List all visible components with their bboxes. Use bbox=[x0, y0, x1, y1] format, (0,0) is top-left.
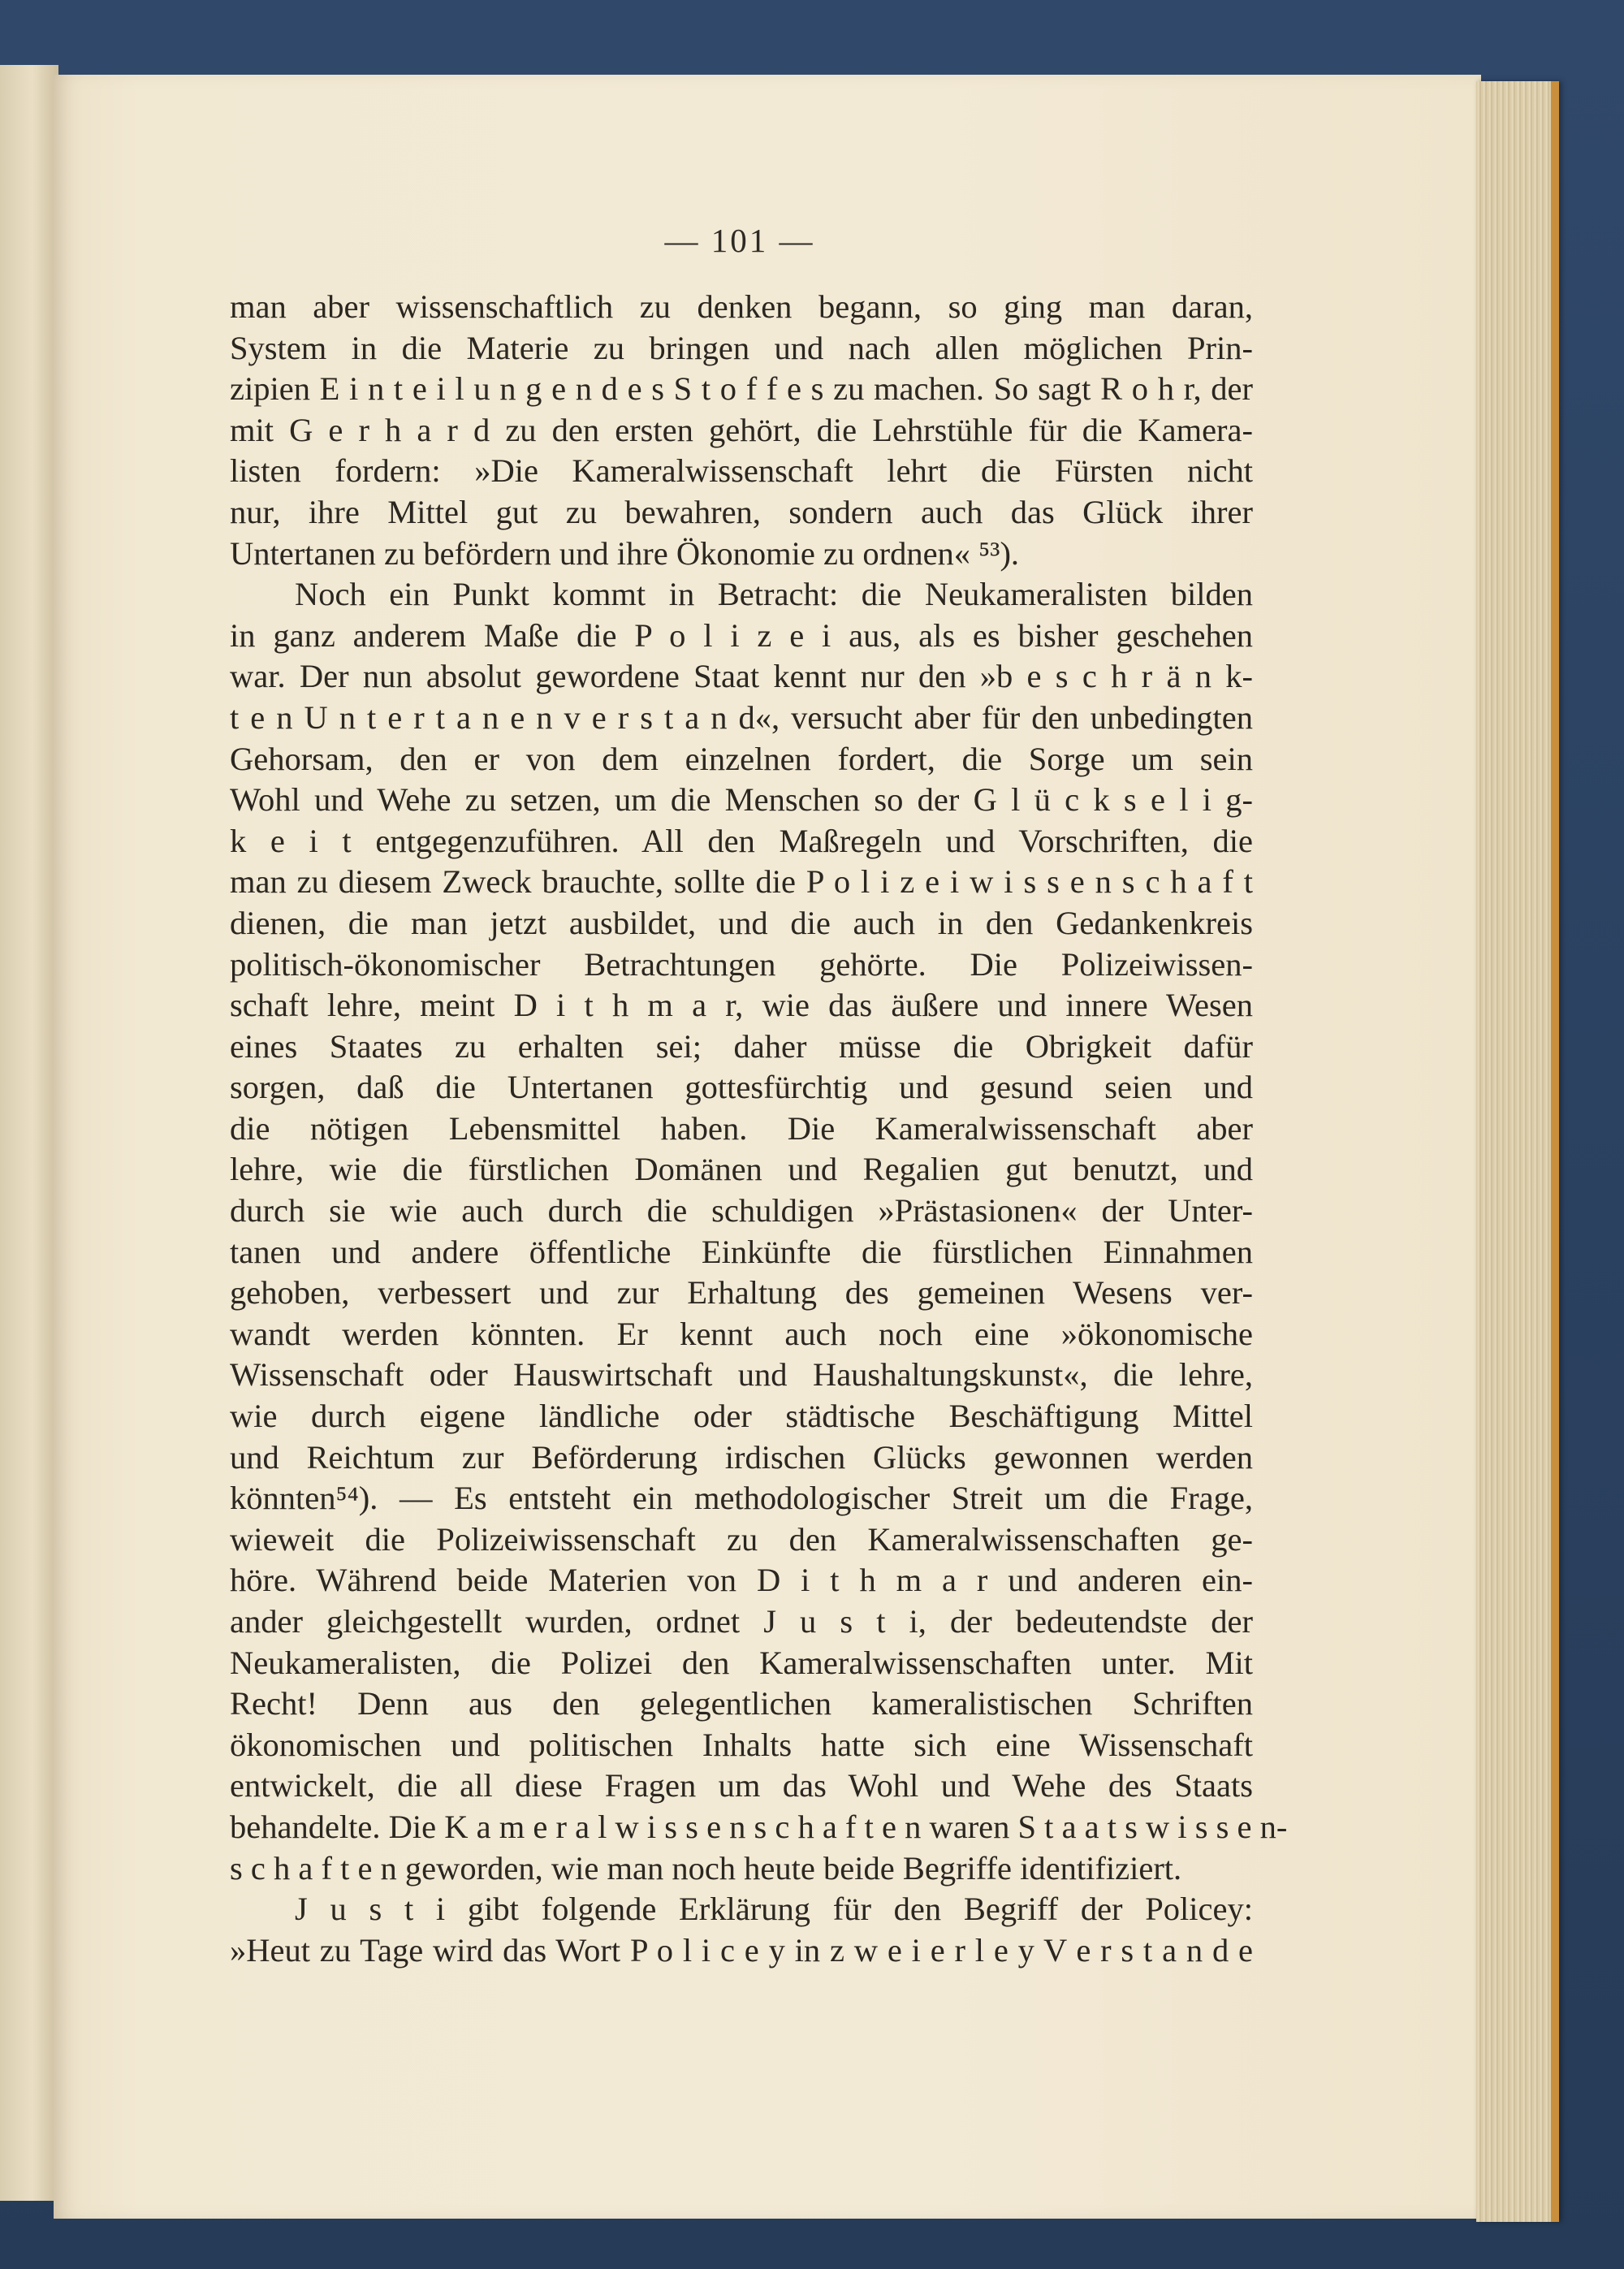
text-line: höre. Während beide Materien von D i t h m a r und anderen ein- bbox=[230, 1562, 1253, 1599]
text-line: J u s t i gibt folgende Erklärung für den Begriff der Policey: bbox=[295, 1891, 1253, 1928]
text-line: sorgen, daß die Untertanen gottesfürchtig und gesund seien und bbox=[230, 1069, 1253, 1106]
text-line: k e i t entgegenzuführen. All den Maßregeln und Vorschriften, die bbox=[230, 822, 1253, 859]
text-line: die nötigen Lebensmittel haben. Die Kameralwissenschaft aber bbox=[230, 1109, 1253, 1147]
text-line: behandelte. Die K a m e r a l w i s s e n s c h a f t e n waren S t a a t s w i s s e n- bbox=[230, 1808, 1288, 1845]
facing-page-edge bbox=[0, 65, 58, 2201]
text-line: »Heut zu Tage wird das Wort P o l i c e y in z w e i e r l e y V e r s t a n d e bbox=[230, 1931, 1253, 1969]
text-line: System in die Materie zu bringen und nach allen möglichen Prin- bbox=[230, 329, 1253, 366]
text-line: gehoben, verbessert und zur Erhaltung des gemeinen Wesens ver- bbox=[230, 1274, 1253, 1312]
text-line: wandt werden könnten. Er kennt auch noch eine »ökonomische bbox=[230, 1315, 1253, 1352]
text-line: Gehorsam, den er von dem einzelnen fordert, die Sorge um sein bbox=[230, 740, 1253, 777]
text-line: in ganz anderem Maße die P o l i z e i aus, als es bisher geschehen bbox=[230, 616, 1253, 654]
text-line: könnten⁵⁴). — Es entsteht ein methodologischer Streit um die Frage, bbox=[230, 1480, 1253, 1517]
text-line: nur, ihre Mittel gut zu bewahren, sondern auch das Glück ihrer bbox=[230, 493, 1253, 530]
text-line: durch sie wie auch durch die schuldigen »Prästasionen« der Unter- bbox=[230, 1192, 1253, 1230]
text-line: entwickelt, die all diese Fragen um das Wohl und Wehe des Staats bbox=[230, 1767, 1253, 1804]
text-line: Wissenschaft oder Hauswirtschaft und Haushaltungskunst«, die lehre, bbox=[230, 1356, 1253, 1394]
text-line: Noch ein Punkt kommt in Betracht: die Neukameralisten bilden bbox=[295, 576, 1253, 613]
text-line: listen fordern: »Die Kameralwissenschaft lehrt die Fürsten nicht bbox=[230, 452, 1253, 490]
text-line: eines Staates zu erhalten sei; daher müsse die Obrigkeit dafür bbox=[230, 1027, 1253, 1065]
text-line: ander gleichgestellt wurden, ordnet J u s t i, der bedeutendste der bbox=[230, 1603, 1253, 1640]
body-text bbox=[230, 287, 1288, 1971]
text-line: und Reichtum zur Beförderung irdischen Glücks gewonnen werden bbox=[230, 1438, 1253, 1476]
text-line: tanen und andere öffentliche Einkünfte die fürstlichen Einnahmen bbox=[230, 1233, 1253, 1270]
text-line: t e n U n t e r t a n e n v e r s t a n d«, versucht aber für den unbedingten bbox=[230, 698, 1253, 736]
text-line: dienen, die man jetzt ausbildet, und die auch in den Gedankenkreis bbox=[230, 904, 1253, 941]
text-line: Untertanen zu befördern und ihre Ökonomie zu ordnen« ⁵³). bbox=[230, 534, 1020, 572]
text-line: zipien E i n t e i l u n g e n d e s S t o f f e s zu machen. So sagt R o h r, der bbox=[230, 370, 1253, 408]
text-line: war. Der nun absolut gewordene Staat kennt nur den »b e s c h r ä n k- bbox=[230, 658, 1253, 695]
text-line: lehre, wie die fürstlichen Domänen und Regalien gut benutzt, und bbox=[230, 1151, 1253, 1188]
text-line: man aber wissenschaftlich zu denken begann, so ging man daran, bbox=[230, 288, 1253, 325]
page-number: — 101 — bbox=[664, 222, 815, 259]
text-line: Neukameralisten, die Polizei den Kameralwissenschaften unter. Mit bbox=[230, 1644, 1253, 1681]
text-line: wie durch eigene ländliche oder städtische Beschäftigung Mittel bbox=[230, 1398, 1253, 1435]
text-line: politisch-ökonomischer Betrachtungen gehörte. Die Polizeiwissen- bbox=[230, 945, 1253, 983]
text-line: s c h a f t e n geworden, wie man noch heute beide Begriffe identifiziert. bbox=[230, 1849, 1182, 1887]
text-line: ökonomischen und politischen Inhalts hatte sich eine Wissenschaft bbox=[230, 1726, 1253, 1763]
text-line: mit G e r h a r d zu den ersten gehört, die Lehrstühle für die Kamera- bbox=[230, 411, 1253, 448]
page-block-edges bbox=[1476, 81, 1559, 2222]
text-line: Recht! Denn aus den gelegentlichen kameralistischen Schriften bbox=[230, 1685, 1253, 1722]
text-line: Wohl und Wehe zu setzen, um die Menschen so der G l ü c k s e l i g- bbox=[230, 781, 1253, 819]
text-line: schaft lehre, meint D i t h m a r, wie das äußere und innere Wesen bbox=[230, 987, 1253, 1024]
text-line: man zu diesem Zweck brauchte, sollte die P o l i z e i w i s s e n s c h a f t bbox=[230, 863, 1253, 901]
text-line: wieweit die Polizeiwissenschaft zu den Kameralwissenschaften ge- bbox=[230, 1520, 1253, 1558]
